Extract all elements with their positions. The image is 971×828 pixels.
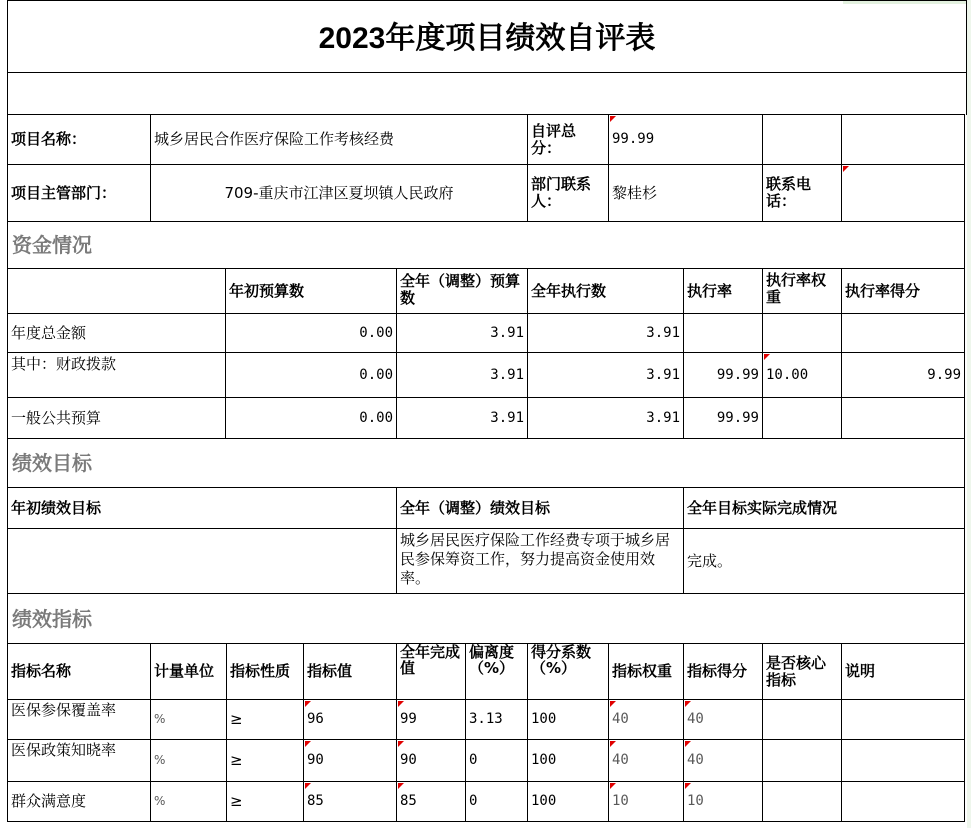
goals-header-adjusted: 全年（调整）绩效目标 [396, 487, 684, 529]
contact-label: 部门联系人： [527, 164, 609, 222]
indicators-section-title: 绩效指标 [7, 593, 965, 644]
ind-cell-target[interactable]: 96 [303, 699, 397, 740]
funds-section-title: 资金情况 [7, 221, 965, 269]
funds-cell-budget[interactable]: 0.00 [225, 313, 397, 353]
dept-value[interactable]: 709-重庆市江津区夏坝镇人民政府 [150, 164, 528, 222]
funds-header-adjusted: 全年（调整）预算数 [396, 268, 528, 314]
ind-cell-target[interactable]: 85 [303, 781, 397, 822]
funds-cell-adjusted[interactable]: 3.91 [396, 352, 528, 398]
page-title: 2023年度项目绩效自评表 [7, 0, 967, 73]
ind-cell-weight[interactable]: 40 [608, 699, 684, 740]
funds-cell-adjusted[interactable]: 3.91 [396, 397, 528, 439]
ind-header-nature: 指标性质 [226, 643, 304, 700]
sheet-edge-strip [967, 0, 971, 828]
funds-cell-weight[interactable] [762, 397, 842, 439]
ind-cell-score[interactable]: 40 [683, 699, 763, 740]
blank-row [7, 72, 967, 115]
funds-header-weight: 执行率权重 [762, 268, 842, 314]
ind-cell-score[interactable]: 40 [683, 739, 763, 782]
funds-header-executed: 全年执行数 [527, 268, 684, 314]
ind-header-unit: 计量单位 [150, 643, 227, 700]
funds-cell-executed[interactable]: 3.91 [527, 397, 684, 439]
ind-cell-actual[interactable]: 90 [396, 739, 466, 782]
funds-header-budget: 年初预算数 [225, 268, 397, 314]
contact-value[interactable]: 黎桂杉 [608, 164, 763, 222]
funds-row-label: 其中：财政拨款 [7, 352, 226, 398]
funds-cell-budget[interactable]: 0.00 [225, 397, 397, 439]
score-value[interactable]: 99.99 [608, 114, 763, 165]
ind-header-target: 指标值 [303, 643, 397, 700]
ind-cell-deviation[interactable]: 0 [465, 781, 528, 822]
funds-cell-rate[interactable]: 99.99 [683, 352, 763, 398]
ind-cell-deviation[interactable]: 0 [465, 739, 528, 782]
ind-cell-coefficient[interactable]: 100 [527, 781, 609, 822]
goals-actual-value[interactable]: 完成。 [683, 528, 965, 594]
ind-cell-note[interactable] [841, 739, 965, 782]
ind-header-coefficient: 得分系数（%） [527, 643, 609, 700]
funds-cell-executed[interactable]: 3.91 [527, 313, 684, 353]
ind-cell-nature[interactable]: ≥ [226, 739, 304, 782]
funds-cell-rate[interactable]: 99.99 [683, 397, 763, 439]
ind-row-name: 群众满意度 [7, 781, 151, 822]
ind-header-core: 是否核心指标 [762, 643, 842, 700]
ind-header-name: 指标名称 [7, 643, 151, 700]
funds-row-label: 一般公共预算 [7, 397, 226, 439]
goals-header-actual: 全年目标实际完成情况 [683, 487, 965, 529]
project-name-label: 项目名称： [7, 114, 151, 165]
funds-header-score: 执行率得分 [841, 268, 965, 314]
funds-cell-score[interactable] [841, 313, 965, 353]
phone-label: 联系电话： [762, 164, 842, 222]
funds-header-blank [7, 268, 226, 314]
ind-cell-note[interactable] [841, 781, 965, 822]
ind-cell-note[interactable] [841, 699, 965, 740]
ind-cell-coefficient[interactable]: 100 [527, 699, 609, 740]
ind-row-name: 医保参保覆盖率 [7, 699, 151, 740]
score-label: 自评总分： [527, 114, 609, 165]
funds-header-rate: 执行率 [683, 268, 763, 314]
ind-cell-weight[interactable]: 40 [608, 739, 684, 782]
funds-row-label: 年度总金额 [7, 313, 226, 353]
ind-cell-coefficient[interactable]: 100 [527, 739, 609, 782]
ind-cell-unit[interactable]: % [150, 699, 227, 740]
ind-header-score: 指标得分 [683, 643, 763, 700]
ind-cell-core[interactable] [762, 781, 842, 822]
funds-cell-score[interactable] [841, 397, 965, 439]
ind-header-note: 说明 [841, 643, 965, 700]
ind-cell-target[interactable]: 90 [303, 739, 397, 782]
project-name-value[interactable]: 城乡居民合作医疗保险工作考核经费 [150, 114, 528, 165]
evaluation-sheet [7, 0, 967, 822]
ind-cell-unit[interactable]: % [150, 781, 227, 822]
ind-cell-actual[interactable]: 99 [396, 699, 466, 740]
funds-cell-budget[interactable]: 0.00 [225, 352, 397, 398]
ind-cell-nature[interactable]: ≥ [226, 699, 304, 740]
phone-value[interactable] [841, 164, 965, 222]
empty-cell[interactable] [841, 114, 965, 165]
ind-header-actual: 全年完成值 [396, 643, 466, 700]
dept-label: 项目主管部门： [7, 164, 151, 222]
ind-cell-deviation[interactable]: 3.13 [465, 699, 528, 740]
ind-header-deviation: 偏离度（%） [465, 643, 528, 700]
funds-cell-weight[interactable] [762, 313, 842, 353]
ind-cell-core[interactable] [762, 739, 842, 782]
empty-cell[interactable] [762, 114, 842, 165]
ind-cell-score[interactable]: 10 [683, 781, 763, 822]
funds-cell-executed[interactable]: 3.91 [527, 352, 684, 398]
ind-cell-core[interactable] [762, 699, 842, 740]
goals-header-initial: 年初绩效目标 [7, 487, 397, 529]
funds-cell-score[interactable]: 9.99 [841, 352, 965, 398]
ind-cell-actual[interactable]: 85 [396, 781, 466, 822]
ind-row-name: 医保政策知晓率 [7, 739, 151, 782]
goals-adjusted-value[interactable]: 城乡居民医疗保险工作经费专项于城乡居民参保筹资工作，努力提高资金使用效率。 [396, 528, 684, 594]
funds-cell-rate[interactable] [683, 313, 763, 353]
goals-section-title: 绩效目标 [7, 438, 965, 488]
ind-cell-nature[interactable]: ≥ [226, 781, 304, 822]
goals-initial-value[interactable] [7, 528, 397, 594]
funds-cell-adjusted[interactable]: 3.91 [396, 313, 528, 353]
ind-cell-weight[interactable]: 10 [608, 781, 684, 822]
funds-cell-weight[interactable]: 10.00 [762, 352, 842, 398]
ind-header-weight: 指标权重 [608, 643, 684, 700]
ind-cell-unit[interactable]: % [150, 739, 227, 782]
